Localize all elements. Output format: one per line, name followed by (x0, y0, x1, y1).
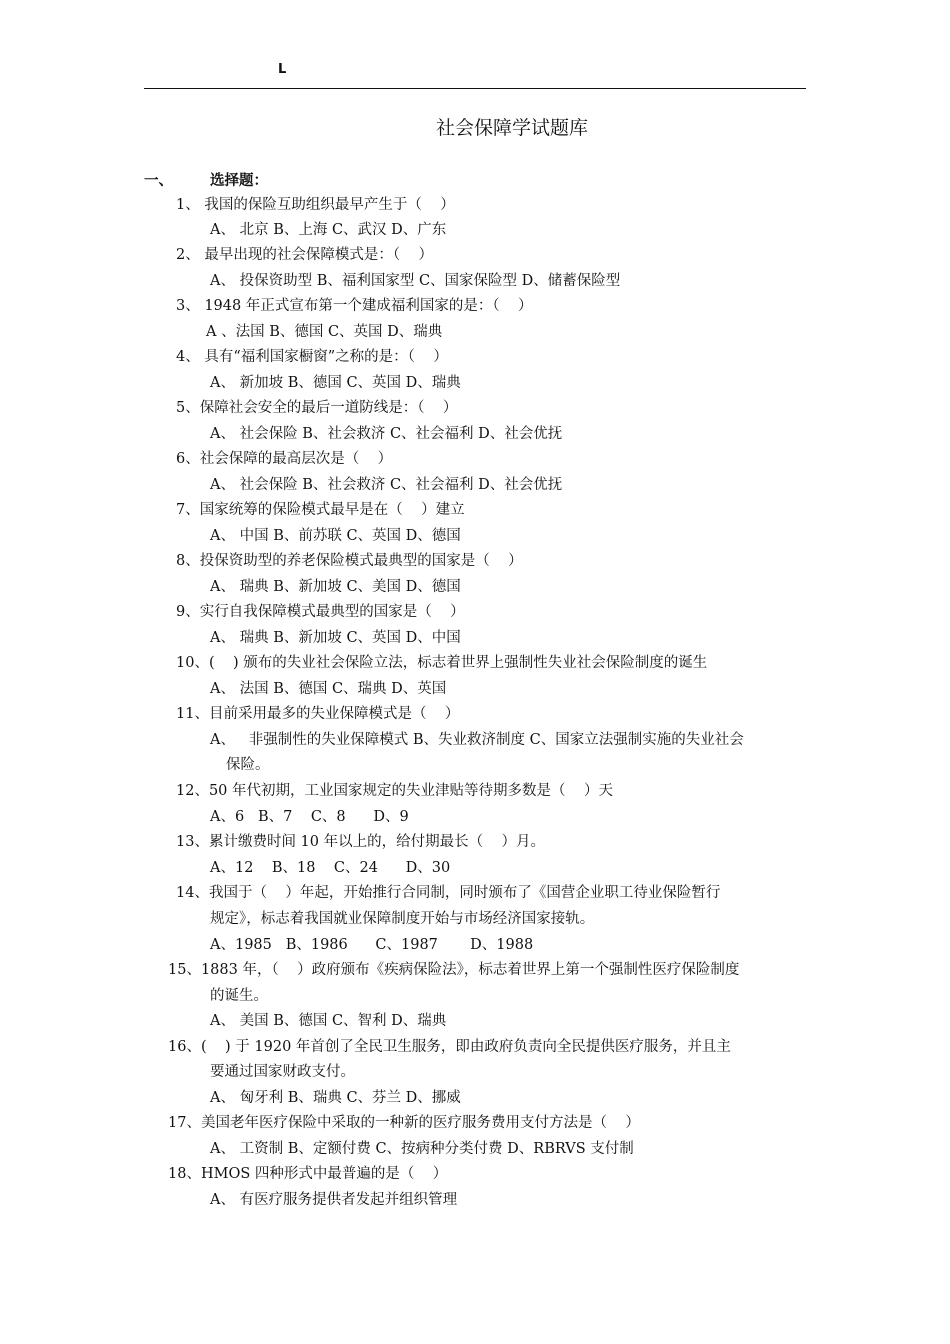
answer-options: A、1985 B、1986 C、1987 D、1988 (210, 937, 534, 953)
answer-options: A、 有医疗服务提供者发起并组织管理 (210, 1192, 458, 1208)
answer-options: A 、法国 B、德国 C、英国 D、瑞典 (206, 324, 443, 340)
answer-options: A、 社会保险 B、社会救济 C、社会福利 D、社会优抚 (210, 426, 563, 442)
question-line: 7、国家统筹的保险模式最早是在（ ）建立 (176, 502, 465, 518)
answer-options: A、 美国 B、德国 C、智利 D、瑞典 (210, 1013, 447, 1029)
answer-options: A、6 B、7 C、8 D、9 (210, 809, 409, 825)
question-line: 9、实行自我保障模式最典型的国家是（ ） (176, 604, 465, 620)
question-line: 15、1883 年，（ ）政府颁布《疾病保险法》，标志着世界上第一个强制性医疗保险制度 (168, 962, 740, 978)
question-line: 2、 最早出现的社会保障模式是：（ ） (176, 247, 434, 263)
question-line: 3、 1948 年正式宣布第一个建成福利国家的是：（ ） (176, 298, 533, 314)
question-line: 要通过国家财政支付。 (210, 1064, 355, 1080)
answer-options: A、12 B、18 C、24 D、30 (210, 860, 451, 876)
question-line: 13、累计缴费时间 10 年以上的，给付期最长（ ）月。 (176, 834, 546, 850)
answer-options: A、 北京 B、上海 C、武汉 D、广东 (210, 222, 447, 238)
section-number: 一、 (144, 173, 173, 189)
answer-options: A、 法国 B、德国 C、瑞典 D、英国 (210, 681, 447, 697)
section-label: 选择题： (210, 173, 268, 189)
question-line: 17、美国老年医疗保险中采取的一种新的医疗服务费用支付方法是（ ） (168, 1115, 640, 1131)
question-line: 4、 具有“福利国家橱窗”之称的是：（ ） (176, 349, 448, 365)
page-title: 社会保障学试题库 (435, 117, 588, 139)
answer-options: A、 投保资助型 B、福利国家型 C、国家保险型 D、储蓄保险型 (210, 273, 621, 289)
answer-options: A、 匈牙利 B、瑞典 C、芬兰 D、挪威 (210, 1090, 461, 1106)
question-line: 12、50 年代初期，工业国家规定的失业津贴等待期多数是（ ）天 (176, 783, 613, 799)
question-line: 11、目前采用最多的失业保障模式是（ ） (176, 706, 460, 722)
answer-options: A、 社会保险 B、社会救济 C、社会福利 D、社会优抚 (210, 477, 563, 493)
answer-options: A、 工资制 B、定额付费 C、按病种分类付费 D、RBRVS 支付制 (210, 1141, 634, 1157)
question-line: 10、( ) 颁布的失业社会保险立法，标志着世界上强制性失业社会保险制度的诞生 (176, 655, 708, 671)
answer-options: A、 瑞典 B、新加坡 C、美国 D、德国 (210, 579, 461, 595)
question-line: 5、保障社会安全的最后一道防线是：（ ） (176, 400, 458, 416)
answer-options: A、 非强制性的失业保障模式 B、失业救济制度 C、国家立法强制实施的失业社会 (210, 732, 744, 748)
question-line: 规定》，标志着我国就业保障制度开始与市场经济国家接轨。 (210, 911, 595, 927)
answer-options: A、 中国 B、前苏联 C、英国 D、德国 (210, 528, 461, 544)
question-line: 14、我国于（ ）年起，开始推行合同制，同时颁布了《国营企业职工待业保险暂行 (176, 885, 721, 901)
question-line: 8、投保资助型的养老保险模式最典型的国家是（ ） (176, 553, 523, 569)
question-line: 16、( ) 于 1920 年首创了全民卫生服务，即由政府负责向全民提供医疗服务，并且主 (168, 1039, 731, 1055)
header-rule (144, 88, 806, 89)
question-line: 的诞生。 (210, 988, 268, 1004)
question-line: 1、 我国的保险互助组织最早产生于（ ） (176, 197, 455, 213)
answer-options: A、 瑞典 B、新加坡 C、英国 D、中国 (210, 630, 461, 646)
question-line: 6、社会保障的最高层次是（ ） (176, 451, 393, 467)
answer-options: A、 新加坡 B、德国 C、英国 D、瑞典 (210, 375, 461, 391)
question-line: 保险。 (226, 757, 270, 773)
question-line: 18、HMOS 四种形式中最普遍的是（ ） (168, 1166, 448, 1182)
header-mark: L (278, 62, 286, 77)
section-heading (144, 170, 268, 192)
